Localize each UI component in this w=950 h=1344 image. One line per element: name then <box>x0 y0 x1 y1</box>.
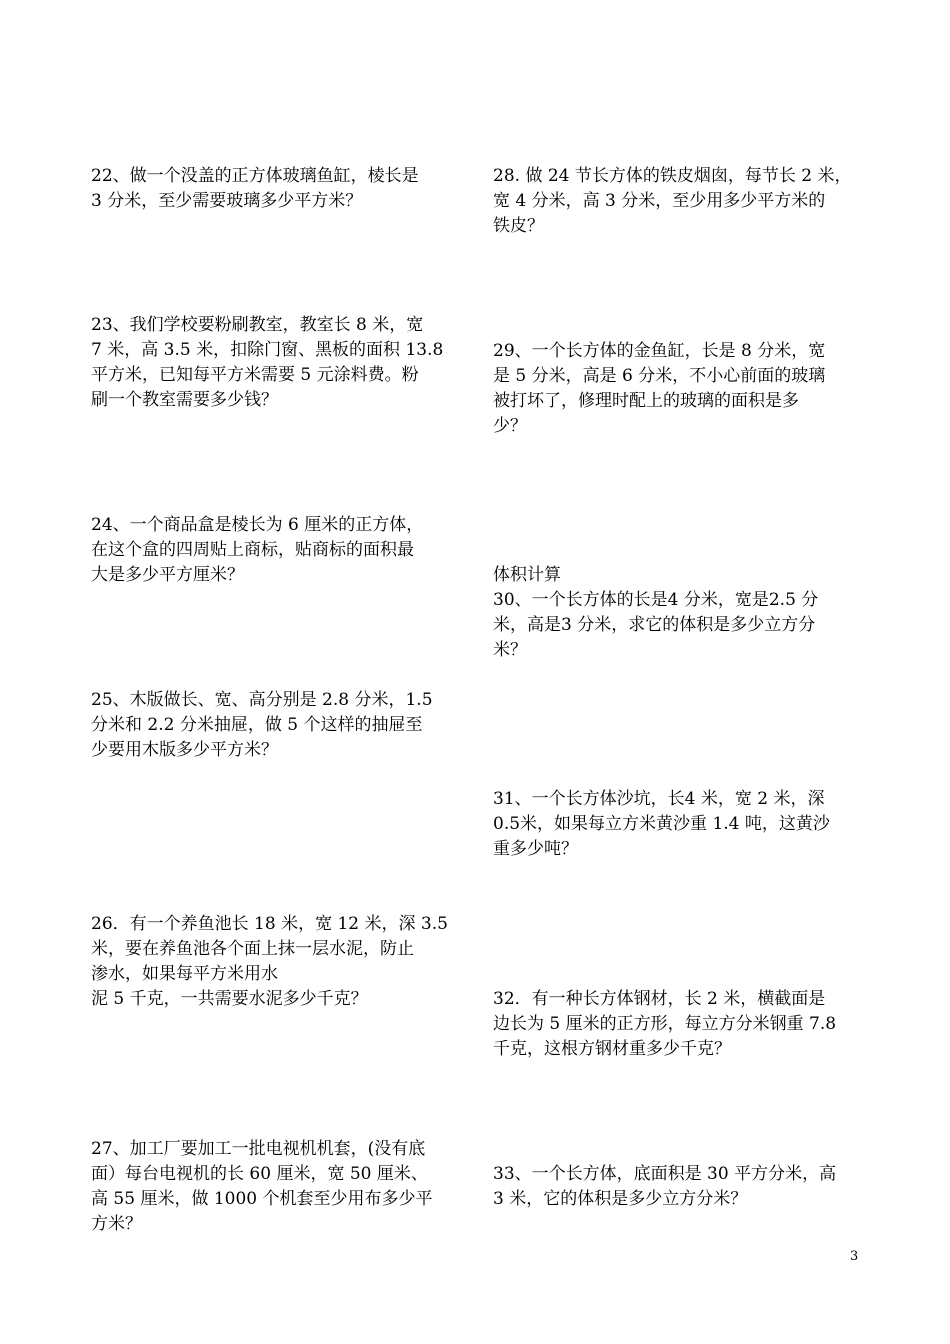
problem-line: 少？ <box>493 416 527 436</box>
problem-line: 泥 5 千克，一共需要水泥多少千克？ <box>91 989 368 1009</box>
problem-line: 0.5米，如果每立方米黄沙重 1.4 吨，这黄沙 <box>493 814 830 834</box>
problem-27 <box>91 1137 433 1237</box>
problem-line: 米？ <box>493 640 527 660</box>
problem-24 <box>91 513 423 588</box>
problem-line: 千克，这根方钢材重多少千克？ <box>493 1039 731 1059</box>
problem-line: 铁皮？ <box>493 216 544 236</box>
problem-line: 米，高是3 分米，求它的体积是多少立方分 <box>493 615 816 635</box>
problem-line: 28. 做 24 节长方体的铁皮烟囱，每节长 2 米， <box>493 166 852 186</box>
problem-line: 宽 4 分米，高 3 分米，至少用多少平方米的 <box>493 191 826 211</box>
problem-30 <box>493 588 818 663</box>
problem-line: 重多少吨？ <box>493 839 578 859</box>
problem-line: 24、一个商品盒是棱长为 6 厘米的正方体， <box>91 515 424 535</box>
section-heading: 体积计算 <box>493 565 561 585</box>
problem-line: 33、一个长方体，底面积是 30 平方分米，高 <box>493 1164 837 1184</box>
problem-line: 27、加工厂要加工一批电视机机套，(没有底 <box>91 1139 426 1159</box>
problem-line: 26．有一个养鱼池长 18 米，宽 12 米，深 3.5 <box>91 914 448 934</box>
problem-line: 少要用木版多少平方米？ <box>91 740 278 760</box>
problem-line: 刷一个教室需要多少钱？ <box>91 390 278 410</box>
problem-line: 31、一个长方体沙坑，长4 米，宽 2 米，深 <box>493 789 825 809</box>
problem-33 <box>493 1162 836 1212</box>
page-number: 3 <box>850 1249 859 1264</box>
problem-line: 方米？ <box>91 1214 142 1234</box>
problem-26 <box>91 912 448 1012</box>
problem-line: 30、一个长方体的长是4 分米，宽是2.5 分 <box>493 590 819 610</box>
problem-line: 大是多少平方厘米？ <box>91 565 244 585</box>
problem-22 <box>91 164 419 214</box>
problem-line: 分米和 2.2 分米抽屉，做 5 个这样的抽屉至 <box>91 715 423 735</box>
problem-28 <box>493 164 852 239</box>
problem-line: 在这个盒的四周贴上商标，贴商标的面积最 <box>91 540 414 560</box>
problem-32 <box>493 987 836 1062</box>
problem-line: 平方米，已知每平方米需要 5 元涂料费。粉 <box>91 365 419 385</box>
problem-23 <box>91 313 443 413</box>
problem-25 <box>91 688 433 763</box>
problem-line: 边长为 5 厘米的正方形，每立方分米钢重 7.8 <box>493 1014 837 1034</box>
problem-line: 米，要在养鱼池各个面上抹一层水泥，防止 <box>91 939 414 959</box>
problem-line: 32．有一种长方体钢材，长 2 米，横截面是 <box>493 989 826 1009</box>
problem-line: 是 5 分米，高是 6 分米，不小心前面的玻璃 <box>493 366 826 386</box>
problem-line: 23、我们学校要粉刷教室，教室长 8 米，宽 <box>91 315 424 335</box>
problem-line: 29、一个长方体的金鱼缸，长是 8 分米，宽 <box>493 341 826 361</box>
problem-line: 面）每台电视机的长 60 厘米，宽 50 厘米、 <box>91 1164 428 1184</box>
problem-line: 22、做一个没盖的正方体玻璃鱼缸，棱长是 <box>91 166 419 186</box>
problem-line: 渗水，如果每平方米用水 <box>91 964 278 984</box>
problem-29 <box>493 339 825 439</box>
problem-line: 被打坏了，修理时配上的玻璃的面积是多 <box>493 391 799 411</box>
problem-line: 7 米，高 3.5 米，扣除门窗、黑板的面积 13.8 <box>91 340 444 360</box>
problem-line: 高 55 厘米，做 1000 个机套至少用布多少平 <box>91 1189 433 1209</box>
problem-line: 3 米，它的体积是多少立方分米？ <box>493 1189 748 1209</box>
problem-line: 3 分米，至少需要玻璃多少平方米？ <box>91 191 363 211</box>
problem-line: 25、木版做长、宽、高分别是 2.8 分米，1.5 <box>91 690 433 710</box>
problem-31 <box>493 787 830 862</box>
